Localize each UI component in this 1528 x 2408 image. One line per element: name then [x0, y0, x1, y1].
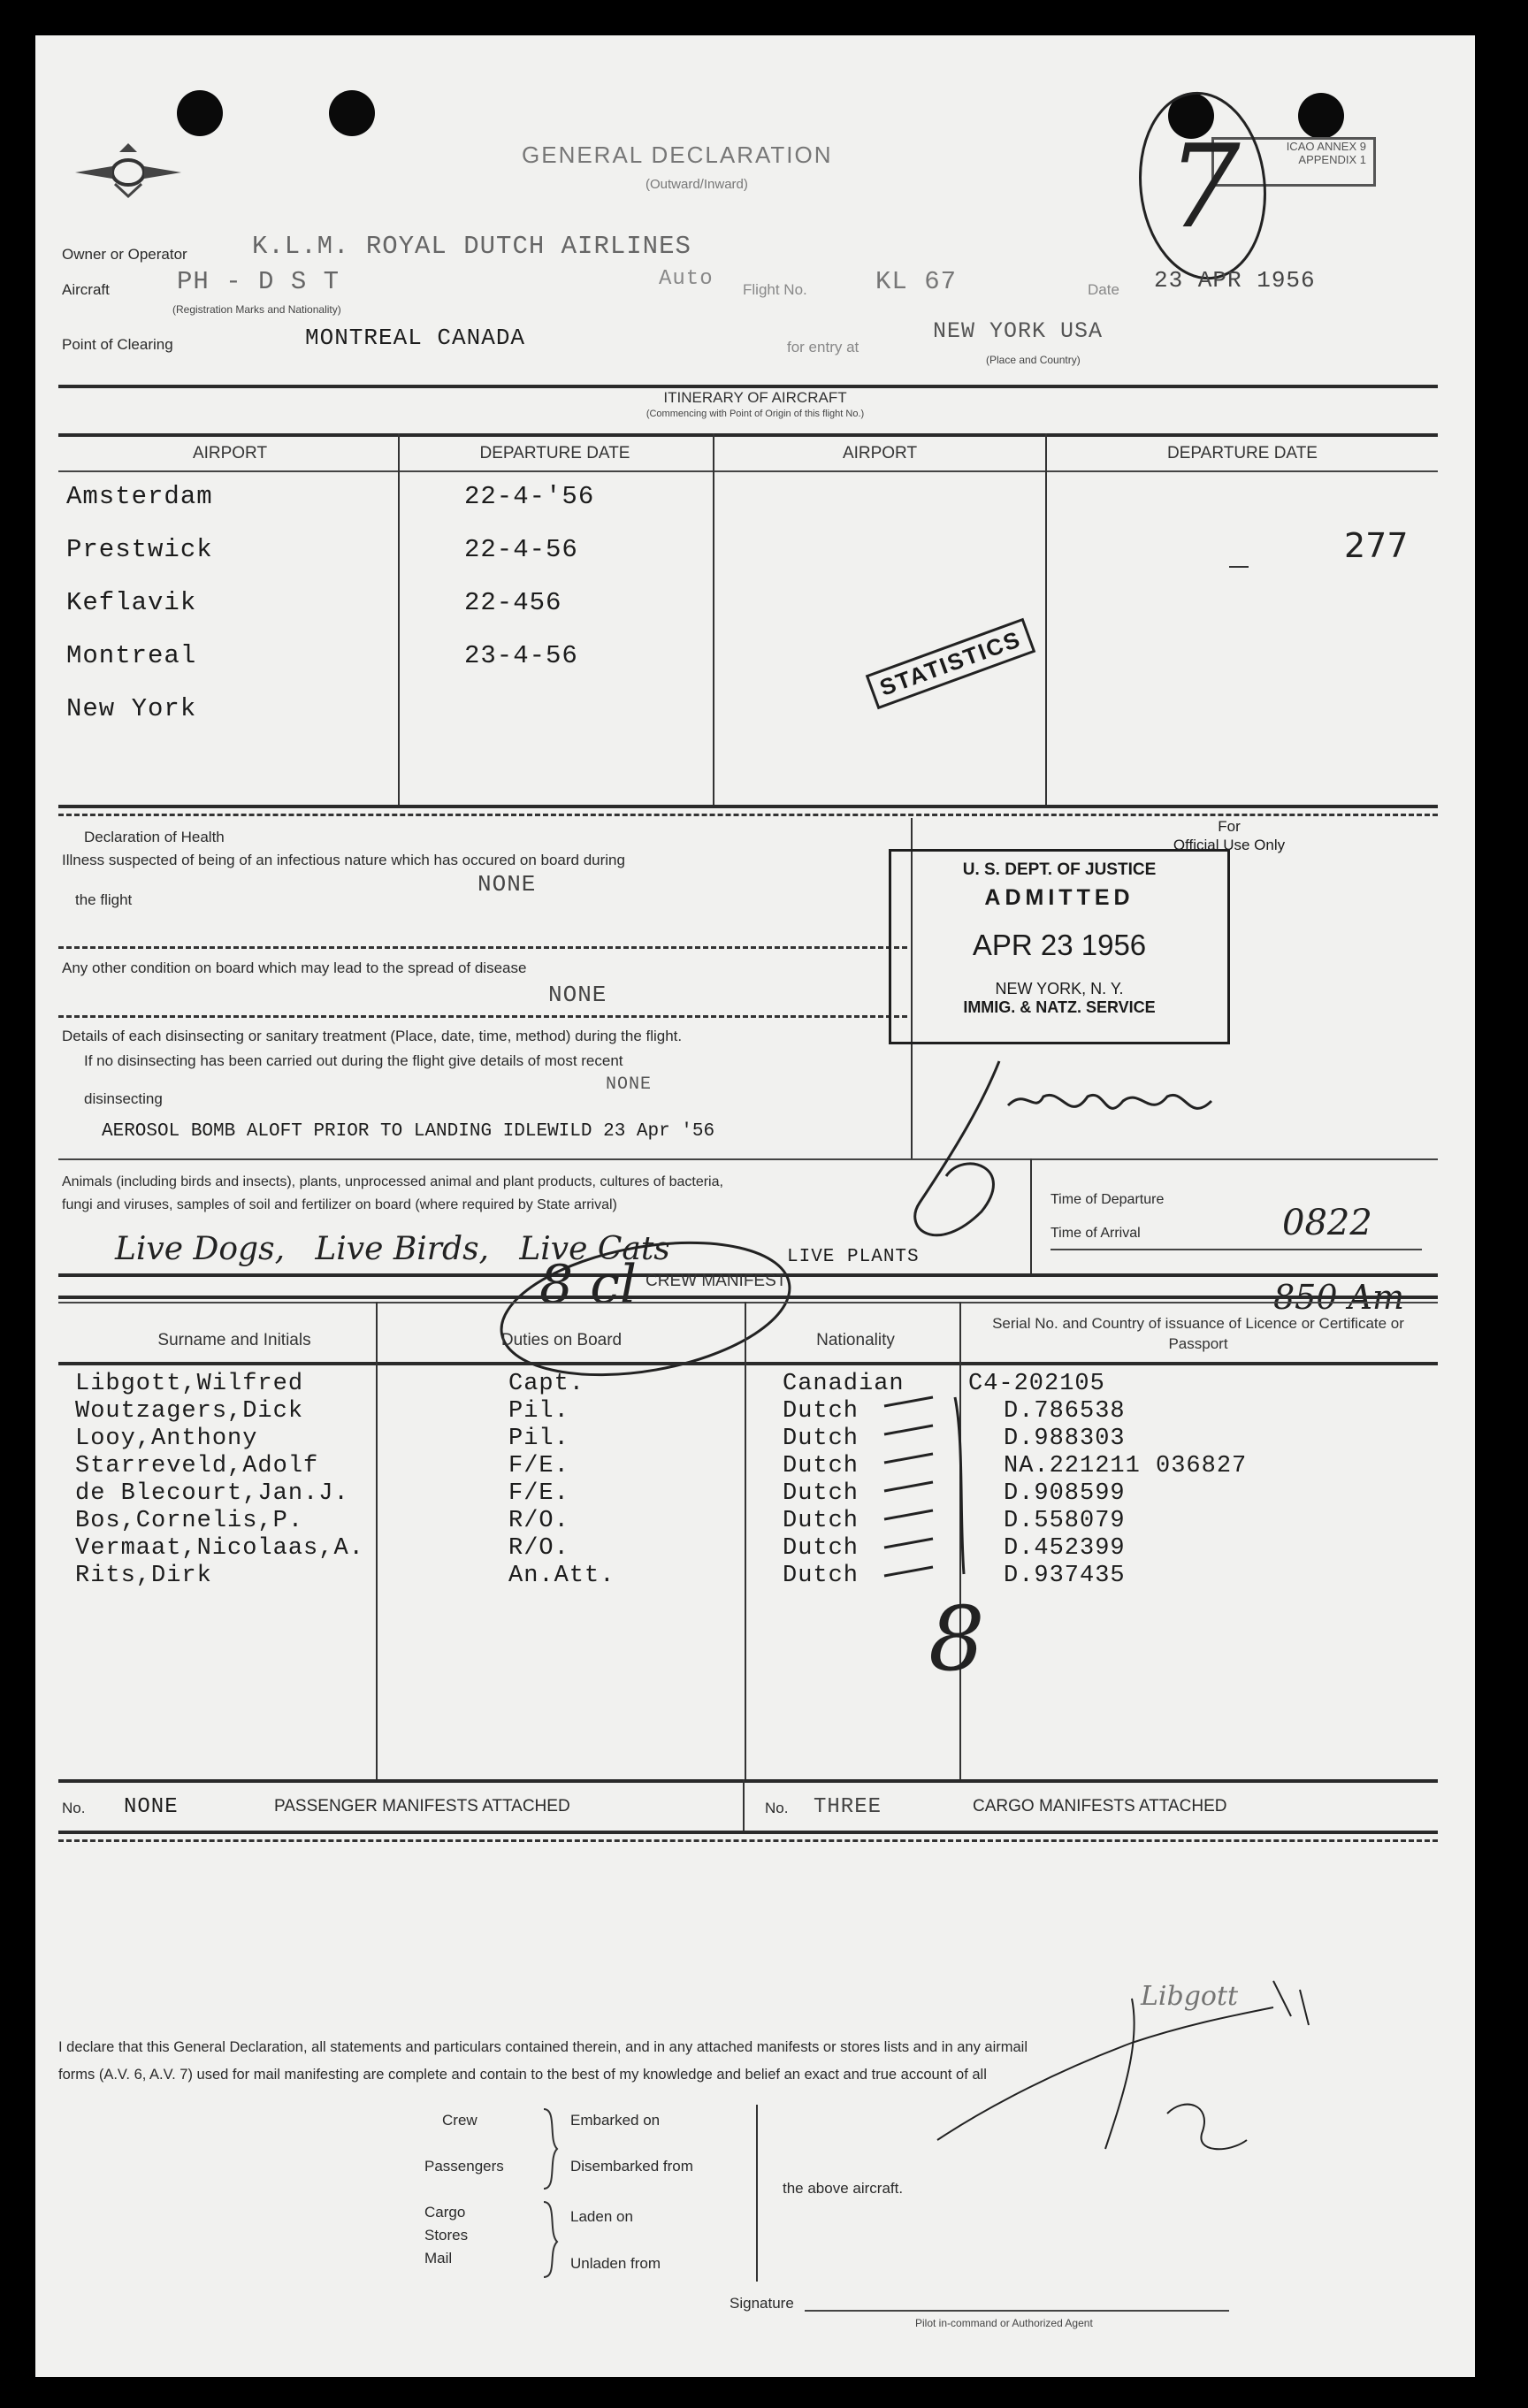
disinsect-value-2: AEROSOL BOMB ALOFT PRIOR TO LANDING IDLEWILD 23 Apr '56	[102, 1121, 715, 1142]
crew-name: de Blecourt,Jan.J.	[75, 1480, 349, 1507]
itinerary-col-airport: AIRPORT	[192, 444, 268, 462]
rule	[58, 1302, 1438, 1303]
margin-number: 277	[1344, 526, 1409, 565]
itinerary-col-airport-2: AIRPORT	[842, 444, 918, 462]
crew-duty: R/O.	[508, 1535, 569, 1562]
crew-name: Bos,Cornelis,P.	[75, 1508, 304, 1534]
declaration-text-2: forms (A.V. 6, A.V. 7) used for mail manifesting are complete and contain to the best of my knowledge and belief an exact and true account of all	[58, 2067, 987, 2083]
annex-label: ICAO ANNEX 9	[1286, 140, 1366, 153]
crew-name: Vermaat,Nicolaas,A.	[75, 1535, 364, 1562]
itinerary-airport: Prestwick	[66, 535, 213, 564]
crew-serial: C4-202105	[968, 1371, 1105, 1397]
rule	[58, 1831, 1438, 1834]
rule	[58, 470, 1438, 472]
rule	[58, 1362, 1438, 1365]
rule	[58, 1839, 1438, 1842]
punch-hole	[177, 90, 223, 136]
cargo-manifests-value: THREE	[814, 1795, 882, 1819]
point-of-clearing-value: MONTREAL CANADA	[305, 325, 526, 351]
crew-nationality: Dutch	[783, 1535, 860, 1562]
itinerary-airport: Keflavik	[66, 588, 197, 617]
statistics-stamp: STATISTICS	[866, 618, 1035, 709]
rule	[58, 433, 1438, 437]
punch-hole	[329, 90, 375, 136]
rule	[58, 814, 1438, 816]
entry-value: NEW YORK USA	[933, 318, 1104, 344]
itinerary-title: ITINERARY OF AIRCRAFT	[663, 389, 847, 406]
animals-handwritten: Live Dogs, Live Birds, Live Cats	[115, 1231, 670, 1267]
passenger-manifests-label: PASSENGER MANIFESTS ATTACHED	[274, 1797, 570, 1816]
signature-sub-label: Pilot in-command or Authorized Agent	[915, 2317, 1093, 2329]
form-subtitle: (Outward/Inward)	[646, 177, 748, 192]
animals-label-2: fungi and viruses, samples of soil and fertilizer on board (where required by State arrival)	[62, 1197, 617, 1212]
disinsect-label-2: If no disinsecting has been carried out during the flight give details of most recent	[84, 1052, 623, 1069]
date-value: 23 APR 1956	[1154, 267, 1316, 294]
crew-nationality: Dutch	[783, 1508, 860, 1534]
crew-serial: D.937435	[1004, 1563, 1126, 1589]
rule	[1050, 1249, 1422, 1250]
appendix-label: APPENDIX 1	[1298, 153, 1366, 166]
decl-cargo: Cargo	[424, 2204, 466, 2221]
crew-col-nationality: Nationality	[816, 1331, 895, 1349]
crew-col-duties: Duties on Board	[500, 1331, 623, 1349]
crew-duty: Pil.	[508, 1398, 569, 1425]
date-label: Date	[1088, 281, 1119, 298]
passenger-manifests-value: NONE	[124, 1795, 179, 1819]
stamp-line-2: ADMITTED	[984, 885, 1135, 910]
flight-no-value: KL 67	[875, 267, 958, 296]
signature-label: Signature	[730, 2295, 794, 2312]
illness-value: NONE	[478, 871, 537, 898]
crew-serial: D.988303	[1004, 1426, 1126, 1452]
declaration-text-1: I declare that this General Declaration, all statements and particulars contained therein, and in any attached manifests or stores lists and in any airmail	[58, 2039, 1028, 2055]
itinerary-date: 23-4-56	[464, 641, 578, 670]
crew-serial: D.452399	[1004, 1535, 1126, 1562]
form-title: GENERAL DECLARATION	[522, 141, 833, 168]
cargo-no-label: No.	[765, 1800, 789, 1816]
itinerary-col-departure-2: DEPARTURE DATE	[1167, 444, 1318, 462]
time-arrival-value: 0822	[1282, 1203, 1372, 1243]
crew-duty: Capt.	[508, 1371, 585, 1397]
itinerary-col-departure: DEPARTURE DATE	[479, 444, 630, 462]
aircraft-label: Aircraft	[62, 281, 110, 298]
animals-typed: LIVE PLANTS	[787, 1247, 920, 1267]
official-use-label-2: Official Use Only	[1173, 837, 1286, 853]
crew-nationality: Dutch	[783, 1453, 860, 1479]
place-note: (Place and Country)	[986, 354, 1081, 366]
rule	[58, 1779, 1438, 1783]
crew-nationality: Dutch	[783, 1398, 860, 1425]
disinsect-label-3: disinsecting	[84, 1090, 163, 1107]
stamp-date: APR 23 1956	[972, 929, 1147, 961]
signature-name-handwritten: Libgott	[1141, 1981, 1239, 2012]
rule	[58, 1296, 1438, 1299]
official-use-label-1: For	[1218, 818, 1241, 835]
rule	[58, 1015, 907, 1018]
flight-no-label: Flight No.	[743, 281, 807, 298]
column-divider	[745, 1302, 746, 1779]
crew-name: Libgott,Wilfred	[75, 1371, 304, 1397]
rule	[805, 2310, 1229, 2312]
crew-col-name: Surname and Initials	[157, 1331, 311, 1349]
time-arrival-label: Time of Arrival	[1050, 1226, 1141, 1241]
crew-name: Rits,Dirk	[75, 1563, 212, 1589]
crew-serial: D.908599	[1004, 1480, 1126, 1507]
itinerary-date: 22-4-56	[464, 535, 578, 564]
crew-nationality: Dutch	[783, 1426, 860, 1452]
other-condition-value: NONE	[548, 982, 607, 1008]
animals-label-1: Animals (including birds and insects), plants, unprocessed animal and plant products, cultures of bacteria,	[62, 1174, 723, 1189]
aircraft-type-value: Auto	[659, 267, 714, 291]
stamp-line-1: U. S. DEPT. OF JUSTICE	[962, 860, 1157, 879]
crew-serial: D.558079	[1004, 1508, 1126, 1534]
registration-note: (Registration Marks and Nationality)	[172, 303, 341, 316]
itinerary-airport: New York	[66, 694, 197, 723]
column-divider	[713, 433, 714, 805]
column-divider	[1045, 433, 1047, 805]
crew-nationality: Dutch	[783, 1563, 860, 1589]
crew-duty: An.Att.	[508, 1563, 615, 1589]
dash-mark	[1229, 566, 1249, 568]
crew-duty: F/E.	[508, 1480, 569, 1507]
decl-unladen: Unladen from	[570, 2255, 661, 2272]
crew-name: Looy,Anthony	[75, 1426, 258, 1452]
decl-stores: Stores	[424, 2227, 469, 2244]
stamp-line-4: NEW YORK, N. Y.	[995, 980, 1124, 998]
itinerary-date: 22-4-'56	[464, 482, 595, 511]
owner-value: K.L.M. ROYAL DUTCH AIRLINES	[252, 232, 691, 261]
rule	[58, 946, 907, 949]
page-number: 7	[1167, 119, 1241, 254]
crew-total-handwritten: 8	[928, 1587, 985, 1691]
column-divider	[743, 1779, 745, 1831]
owner-label: Owner or Operator	[62, 246, 187, 263]
brace-icon	[535, 2105, 570, 2282]
rule	[58, 805, 1438, 808]
decl-mail: Mail	[424, 2250, 453, 2267]
crew-duty: R/O.	[508, 1508, 569, 1534]
illness-label: Illness suspected of being of an infectious nature which has occured on board during	[62, 852, 625, 868]
health-title: Declaration of Health	[84, 829, 225, 845]
cargo-manifests-label: CARGO MANIFESTS ATTACHED	[973, 1797, 1227, 1816]
itinerary-subtitle: (Commencing with Point of Origin of this flight No.)	[646, 409, 865, 419]
aircraft-value: PH - D S T	[177, 267, 340, 296]
crew-name: Starreveld,Adolf	[75, 1453, 319, 1479]
column-divider	[398, 433, 400, 805]
crew-manifest-title: CREW MANIFEST	[646, 1272, 787, 1290]
crew-serial: NA.221211 036827	[1004, 1453, 1248, 1479]
above-aircraft: the above aircraft.	[783, 2180, 904, 2197]
declaration-form	[35, 35, 1475, 2377]
crew-duty: F/E.	[508, 1453, 569, 1479]
time-departure-label: Time of Departure	[1050, 1192, 1165, 1207]
itinerary-date: 22-456	[464, 588, 562, 617]
column-divider	[756, 2105, 758, 2282]
crew-duty: Pil.	[508, 1426, 569, 1452]
stamp-line-5: IMMIG. & NATZ. SERVICE	[963, 998, 1156, 1016]
other-condition-label: Any other condition on board which may lead to the spread of disease	[62, 959, 527, 976]
point-of-clearing-label: Point of Clearing	[62, 336, 173, 353]
decl-crew: Crew	[442, 2112, 478, 2129]
decl-laden: Laden on	[570, 2208, 633, 2225]
crew-serial: D.786538	[1004, 1398, 1126, 1425]
crew-name: Woutzagers,Dick	[75, 1398, 304, 1425]
itinerary-airport: Montreal	[66, 641, 197, 670]
itinerary-airport: Amsterdam	[66, 482, 213, 511]
decl-disembarked: Disembarked from	[570, 2158, 693, 2175]
the-flight-label: the flight	[75, 891, 133, 908]
passenger-no-label: No.	[62, 1800, 86, 1816]
column-divider	[376, 1302, 378, 1779]
admitted-stamp	[889, 849, 1230, 1044]
rule	[58, 385, 1438, 388]
for-entry-label: for entry at	[787, 339, 860, 355]
crew-count-handwritten: 8 cl	[539, 1254, 638, 1316]
disinsect-value-1: NONE	[606, 1074, 653, 1095]
klm-logo-icon	[71, 141, 186, 203]
decl-embarked: Embarked on	[570, 2112, 661, 2129]
crew-col-serial: Serial No. and Country of issuance of Licence or Certificate or Passport	[992, 1315, 1404, 1352]
crew-nationality: Canadian	[783, 1371, 905, 1397]
decl-passengers: Passengers	[424, 2158, 504, 2175]
handwritten-time: 850 Am	[1273, 1278, 1405, 1317]
crew-nationality: Dutch	[783, 1480, 860, 1507]
disinsect-label-1: Details of each disinsecting or sanitary treatment (Place, date, time, method) during the flight.	[62, 1028, 683, 1044]
